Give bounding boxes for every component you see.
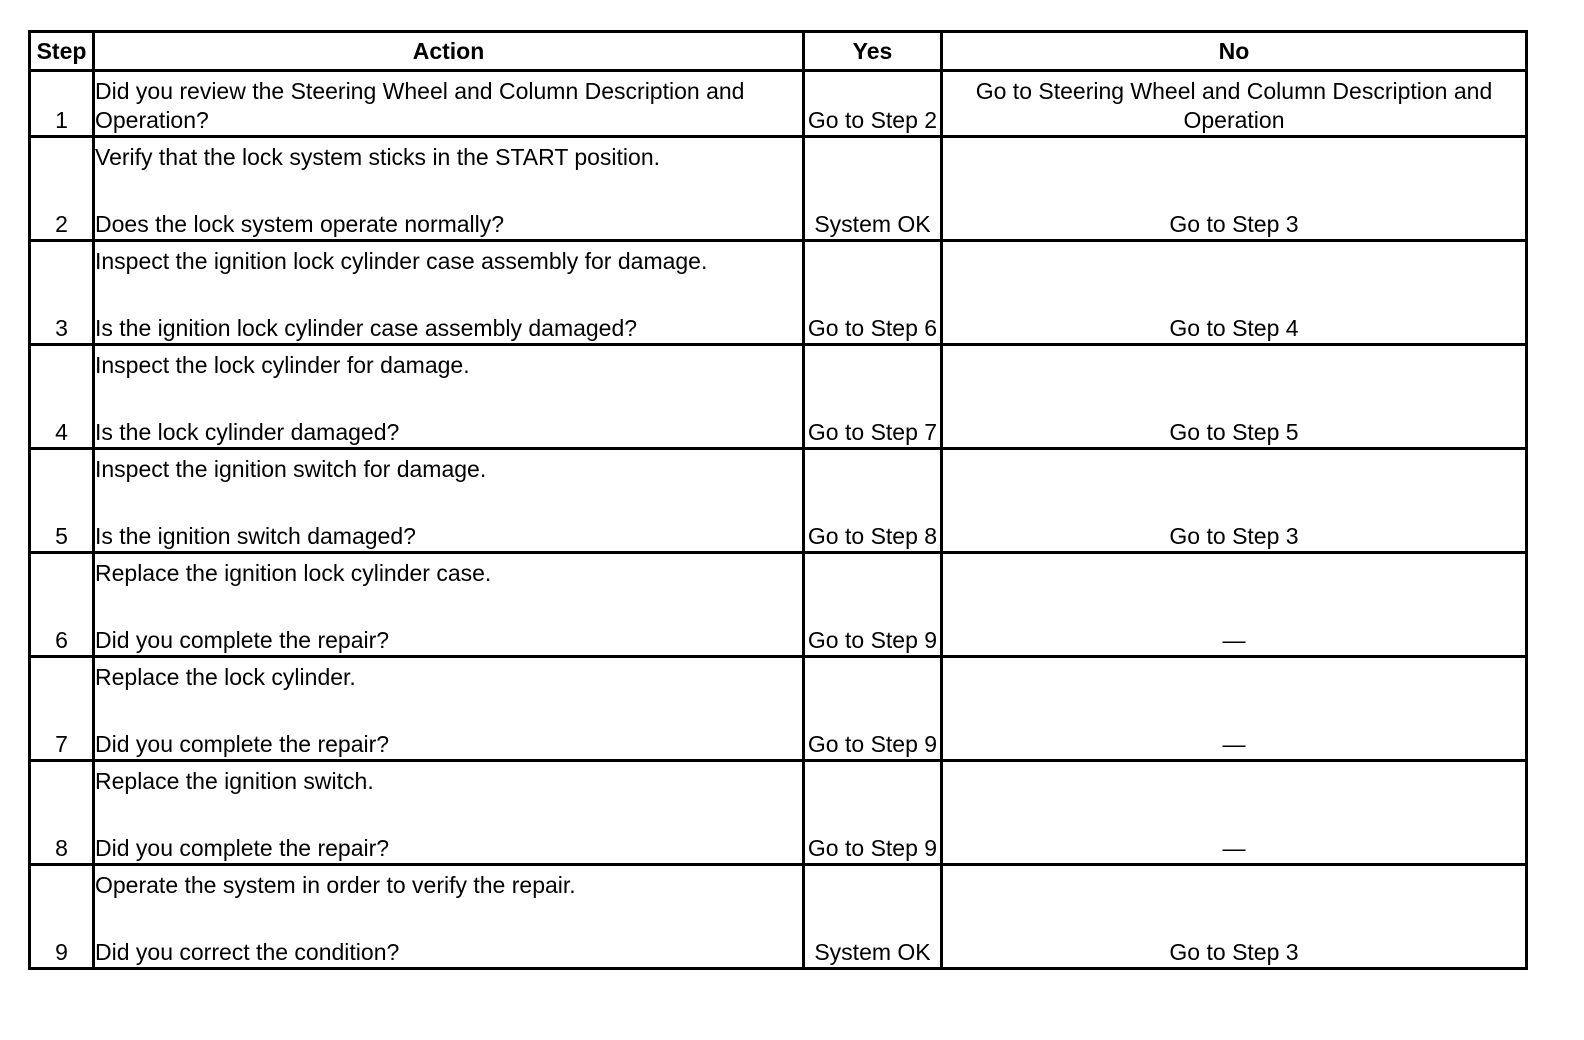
no-result: Go to Step 3 xyxy=(942,449,1527,553)
diagnostic-table xyxy=(28,30,1528,970)
header-action: Action xyxy=(94,32,804,71)
action-question: Did you complete the repair? xyxy=(95,731,390,757)
action-cell xyxy=(94,761,804,865)
action-cell xyxy=(94,241,804,345)
action-cell xyxy=(94,553,804,657)
step-number: 6 xyxy=(30,553,94,657)
table-row xyxy=(30,137,1527,241)
step-number: 4 xyxy=(30,345,94,449)
yes-result: System OK xyxy=(804,865,942,969)
action-question: Is the ignition switch damaged? xyxy=(95,523,416,549)
action-statement: Verify that the lock system sticks in the START position. xyxy=(95,144,661,170)
no-result: — xyxy=(942,553,1527,657)
yes-result: Go to Step 7 xyxy=(804,345,942,449)
action-text: Did you review the Steering Wheel and Column Description and Operation? xyxy=(94,71,804,137)
step-number: 8 xyxy=(30,761,94,865)
table-row xyxy=(30,553,1527,657)
yes-result: Go to Step 6 xyxy=(804,241,942,345)
yes-result: Go to Step 8 xyxy=(804,449,942,553)
yes-result: Go to Step 9 xyxy=(804,761,942,865)
no-result: — xyxy=(942,657,1527,761)
no-result: Go to Steering Wheel and Column Description and Operation xyxy=(942,71,1527,137)
action-question: Is the ignition lock cylinder case assembly damaged? xyxy=(95,315,638,341)
action-cell xyxy=(94,865,804,969)
action-question: Did you complete the repair? xyxy=(95,627,390,653)
no-result: Go to Step 4 xyxy=(942,241,1527,345)
action-statement: Inspect the lock cylinder for damage. xyxy=(95,352,470,378)
header-row xyxy=(30,32,1527,71)
action-question: Did you correct the condition? xyxy=(95,939,400,965)
action-cell xyxy=(94,137,804,241)
table-row xyxy=(30,761,1527,865)
step-number: 7 xyxy=(30,657,94,761)
no-result: Go to Step 3 xyxy=(942,865,1527,969)
no-result: — xyxy=(942,761,1527,865)
step-number: 9 xyxy=(30,865,94,969)
step-number: 3 xyxy=(30,241,94,345)
table-row xyxy=(30,71,1527,137)
step-number: 2 xyxy=(30,137,94,241)
header-no: No xyxy=(942,32,1527,71)
action-statement: Inspect the ignition switch for damage. xyxy=(95,456,487,482)
table-row xyxy=(30,241,1527,345)
yes-result: Go to Step 9 xyxy=(804,553,942,657)
no-result: Go to Step 5 xyxy=(942,345,1527,449)
action-cell xyxy=(94,345,804,449)
yes-result: System OK xyxy=(804,137,942,241)
action-statement: Operate the system in order to verify the repair. xyxy=(95,872,576,898)
action-statement: Inspect the ignition lock cylinder case assembly for damage. xyxy=(95,248,708,274)
action-question: Is the lock cylinder damaged? xyxy=(95,419,400,445)
yes-result: Go to Step 2 xyxy=(804,71,942,137)
action-statement: Replace the ignition lock cylinder case. xyxy=(95,560,492,586)
step-number: 1 xyxy=(30,71,94,137)
action-question: Did you complete the repair? xyxy=(95,835,390,861)
action-statement: Replace the ignition switch. xyxy=(95,768,374,794)
table-row xyxy=(30,657,1527,761)
no-result: Go to Step 3 xyxy=(942,137,1527,241)
step-number: 5 xyxy=(30,449,94,553)
action-question: Does the lock system operate normally? xyxy=(95,211,505,237)
action-cell xyxy=(94,657,804,761)
table-row xyxy=(30,345,1527,449)
table-row xyxy=(30,865,1527,969)
table-row xyxy=(30,449,1527,553)
header-yes: Yes xyxy=(804,32,942,71)
yes-result: Go to Step 9 xyxy=(804,657,942,761)
action-statement: Replace the lock cylinder. xyxy=(95,664,356,690)
action-cell xyxy=(94,449,804,553)
header-step: Step xyxy=(30,32,94,71)
